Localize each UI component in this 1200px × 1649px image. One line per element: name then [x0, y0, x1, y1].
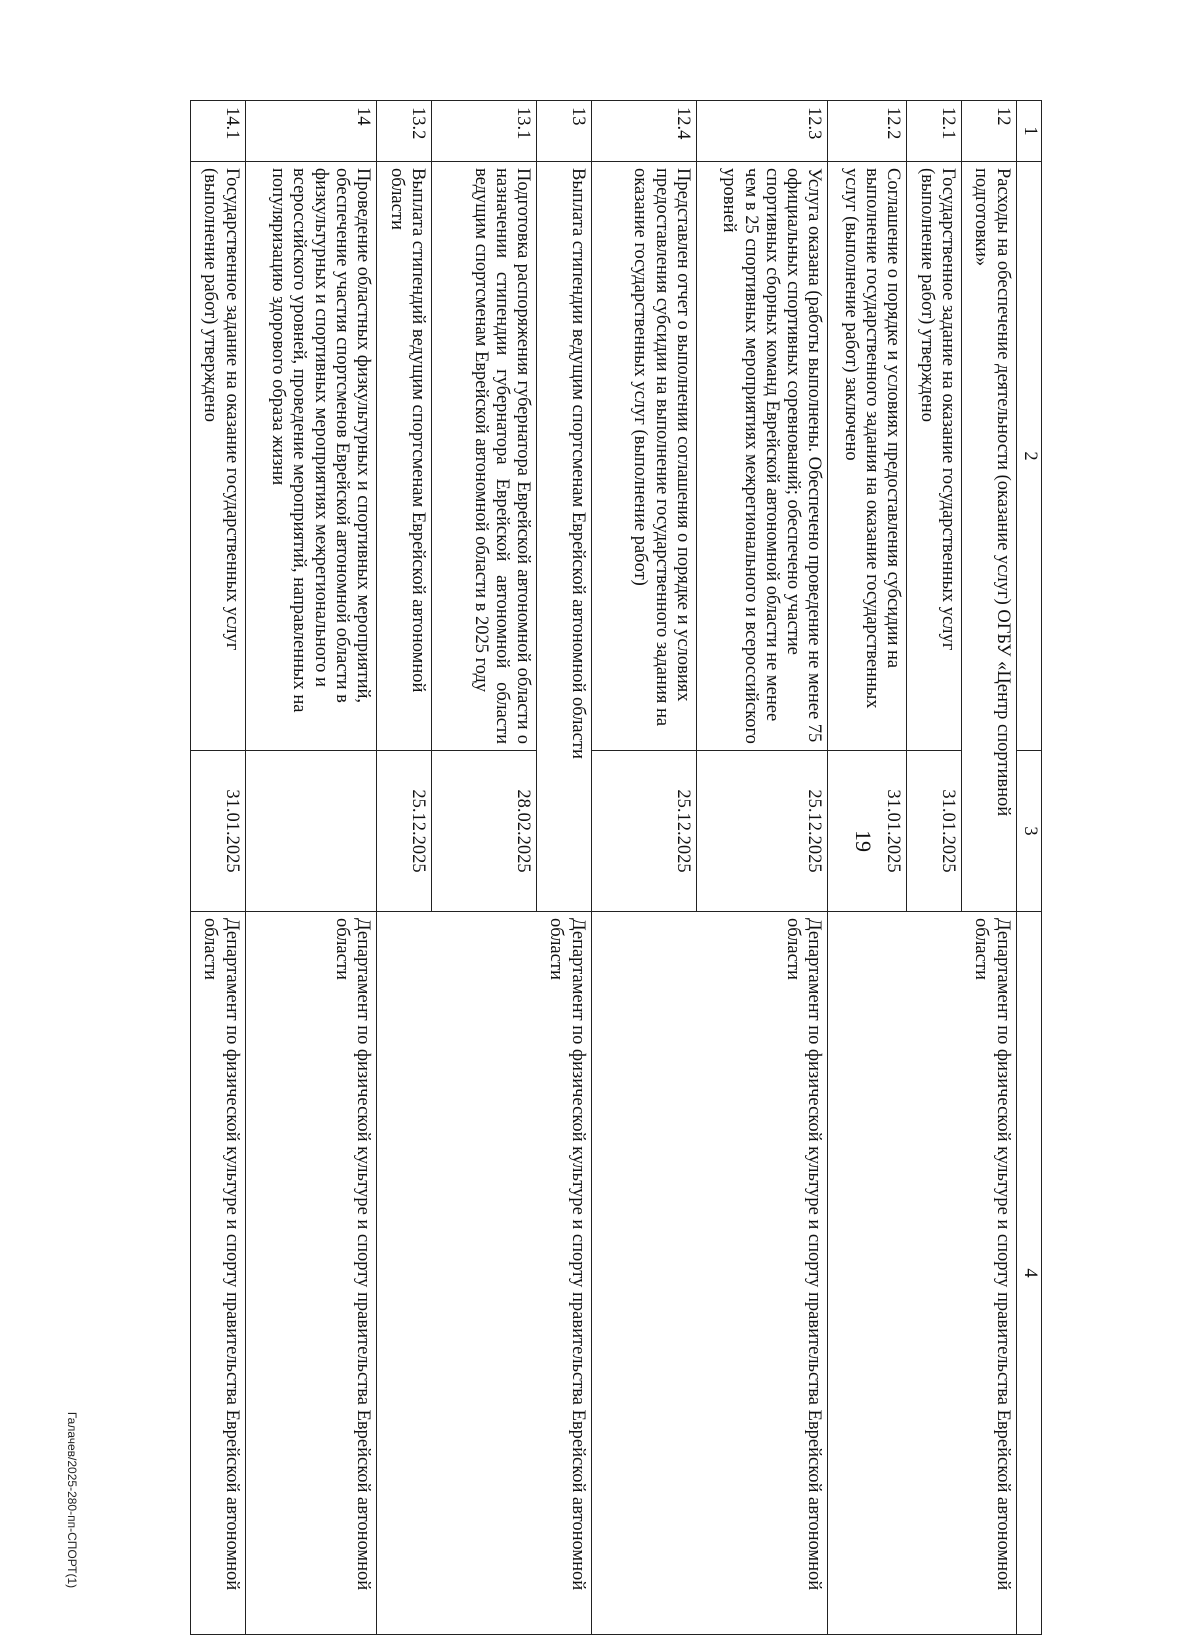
row-text: Соглашение о порядке и условиях предоставления субсидии на выполнение государственного задания на оказание государственных услуг (выполнение работ) заключено	[828, 162, 907, 751]
row-number: 12.3	[696, 101, 828, 162]
plan-table-rotated	[190, 100, 1042, 1598]
row-number: 12.1	[907, 101, 962, 162]
row-number: 13.2	[377, 101, 432, 162]
row-date: 31.01.2025	[828, 751, 907, 912]
row-text: Услуга оказана (работы выполнены. Обеспечено проведение не менее 75 официальных спортивных соревнований; обеспечено участие спортивных сборных команд Еврейской автономной области не менее чем в 25 спортивных мероприятиях межрегионального и всероссийского уровней	[696, 162, 828, 751]
page-number: 19	[851, 830, 876, 852]
row-text: Подготовка распоряжения губернатора Еврейской автономной области о назначении стипендии губернатора Еврейской автономной области ведущим спортсменам Еврейской автономной области в 2025 году	[431, 162, 536, 751]
header-col-4: 4	[1016, 912, 1041, 1635]
row-text: Выплата стипендии ведущим спортсменам Еврейской автономной области	[537, 162, 592, 912]
header-col-1: 1	[1016, 101, 1041, 162]
row-text: Проведение областных физкультурных и спортивных мероприятий, обеспечение участия спортсменов Еврейской автономной области в физкультурных и спортивных мероприятиях межрегионального и всероссийского уровней, проведение мероприятий, направленных на популяризацию здорового образа жизни	[245, 162, 377, 751]
row-date: 28.02.2025	[431, 751, 536, 912]
table-row	[696, 101, 828, 1635]
table-row	[962, 101, 1017, 1635]
row-date: 31.01.2025	[907, 751, 962, 912]
row-number: 13.1	[431, 101, 536, 162]
row-executor: Департамент по физической культуре и спорту правительства Еврейской автономной области	[377, 912, 592, 1635]
row-number: 14.1	[191, 101, 246, 162]
table-row	[245, 101, 377, 1635]
document-id-footer: Галачев/2025-280-пп-СПОРТ(1)	[65, 1411, 79, 1589]
header-col-2: 2	[1016, 162, 1041, 751]
row-number: 12.4	[591, 101, 696, 162]
row-executor: Департамент по физической культуре и спорту правительства Еврейской автономной области	[245, 912, 377, 1635]
row-text: Государственное задание на оказание государственных услуг (выполнение работ) утверждено	[191, 162, 246, 751]
plan-table	[190, 100, 1042, 1635]
row-number: 14	[245, 101, 377, 162]
row-executor: Департамент по физической культуре и спорту правительства Еврейской автономной области	[191, 912, 246, 1635]
row-number: 12	[962, 101, 1017, 162]
row-date: 31.01.2025	[191, 751, 246, 912]
row-text: Государственное задание на оказание государственных услуг (выполнение работ) утверждено	[907, 162, 962, 751]
header-col-3: 3	[1016, 751, 1041, 912]
row-number: 13	[537, 101, 592, 162]
row-date	[245, 751, 377, 912]
row-executor: Департамент по физической культуре и спорту правительства Еврейской автономной области	[591, 912, 828, 1635]
table-header-row	[1016, 101, 1041, 1635]
row-date: 25.12.2025	[696, 751, 828, 912]
row-text: Представлен отчет о выполнении соглашения о порядке и условиях предоставления субсидии на выполнение государственного задания на оказание государственных услуг (выполнение работ)	[591, 162, 696, 751]
row-date: 25.12.2025	[591, 751, 696, 912]
row-executor: Департамент по физической культуре и спорту правительства Еврейской автономной области	[828, 912, 1016, 1635]
row-number: 12.2	[828, 101, 907, 162]
table-row	[537, 101, 592, 1635]
table-row	[191, 101, 246, 1635]
row-text: Расходы на обеспечение деятельности (оказание услуг) ОГБУ «Центр спортивной подготовки»	[962, 162, 1017, 912]
row-date: 25.12.2025	[377, 751, 432, 912]
row-text: Выплата стипендий ведущим спортсменам Еврейской автономной области	[377, 162, 432, 751]
